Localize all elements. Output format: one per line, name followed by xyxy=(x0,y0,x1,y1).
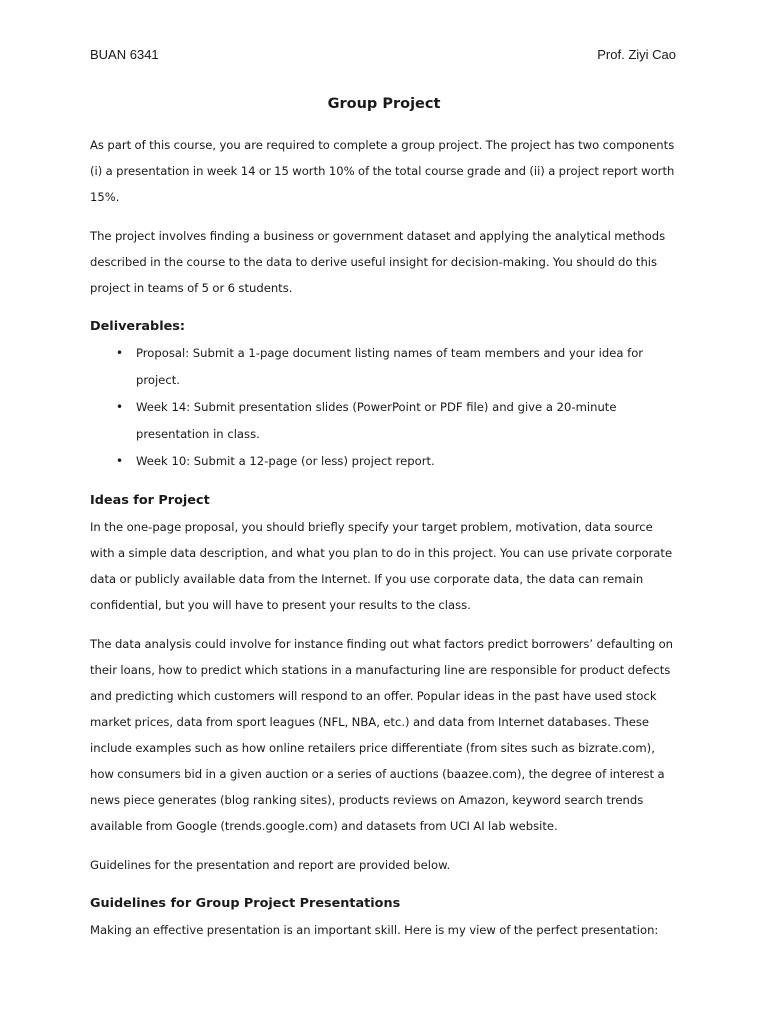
intro-paragraph: As part of this course, you are required to complete a group project. The project has two components (i) a presentation in week 14 or 15 worth 10% of the total course grade and (ii) a project report worth 15%. xyxy=(90,138,675,204)
page-title: Group Project xyxy=(327,96,441,112)
instructor-name: Prof. Ziyi Cao xyxy=(597,47,676,62)
bullet-icon: • xyxy=(116,346,124,360)
ideas-paragraph: The data analysis could involve for instance finding out what factors predict borrowers’ defaulting on their loans, how to predict which stations in a manufacturing line are responsible for product defects and predicting which customers will respond to an offer. Popular ideas in the past have used stock market prices, data from sport leagues (NFL, NBA, etc.) and data from Internet databases. These include examples such as how online retailers price differentiate (from sites such as bizrate.com), how consumers bid in a given auction or a series of auctions (baazee.com), the degree of interest a news piece generates (blog ranking sites), products reviews on Amazon, keyword search trends available from Google (trends.google.com) and datasets from UCI AI lab website. xyxy=(90,637,674,833)
deliverables-heading: Deliverables: xyxy=(90,319,186,334)
list-item: • Proposal: Submit a 1-page document listing names of team members and your idea for project. xyxy=(90,340,680,394)
intro-paragraph: The project involves finding a business or government dataset and applying the analytical methods described in the course to the data to derive useful insight for decision-making. You should do this project in teams of 5 or 6 students. xyxy=(90,229,666,295)
list-item: • Week 14: Submit presentation slides (PowerPoint or PDF file) and give a 20-minute presentation in class. xyxy=(90,394,680,448)
deliverables-list xyxy=(90,340,680,475)
list-item: • Week 10: Submit a 12-page (or less) project report. xyxy=(90,448,680,475)
presentations-paragraph: Making an effective presentation is an important skill. Here is my view of the perfect presentation: xyxy=(90,923,659,937)
course-code: BUAN 6341 xyxy=(90,47,159,62)
presentations-heading: Guidelines for Group Project Presentations xyxy=(90,896,401,911)
ideas-heading: Ideas for Project xyxy=(90,493,210,508)
ideas-paragraph: Guidelines for the presentation and report are provided below. xyxy=(90,858,451,872)
ideas-paragraph: In the one-page proposal, you should briefly specify your target problem, motivation, data source with a simple data description, and what you plan to do in this project. You can use private corporate data or publicly available data from the Internet. If you use corporate data, the data can remain confidential, but you will have to present your results to the class. xyxy=(90,520,673,612)
document-body xyxy=(90,132,680,943)
bullet-icon: • xyxy=(116,400,124,414)
bullet-icon: • xyxy=(116,454,124,468)
